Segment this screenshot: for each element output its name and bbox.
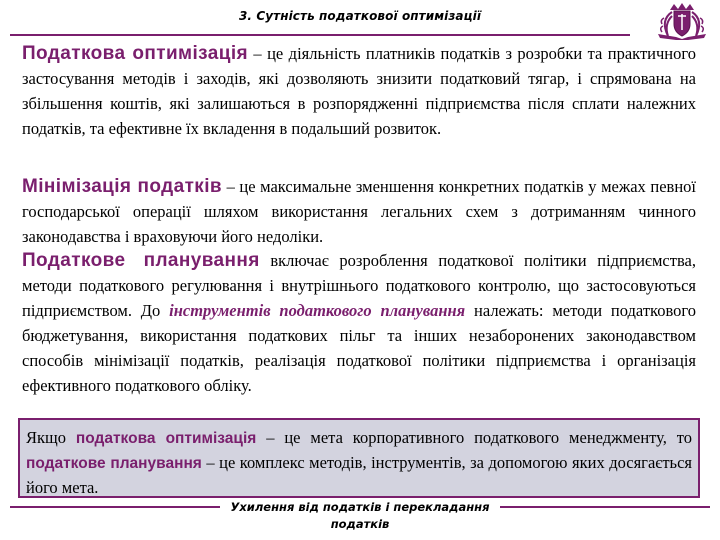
emphasis-planning-instruments: інструментів податкового планування xyxy=(169,301,466,320)
header-divider xyxy=(10,34,630,36)
summary-text: Якщо xyxy=(26,428,76,447)
summary-highlight-optimization: податкова оптимізація xyxy=(75,430,257,447)
definition-text: належать: методи податкового бюджетування, використання податкових пільг та інших незаборонених законодавством способів мінімізації податків, реалізація податкової політики підприємства і організація ефективного податкового обліку. xyxy=(22,301,697,395)
university-crest-icon xyxy=(654,2,710,40)
term-tax-optimization: Податкова оптимізація xyxy=(22,43,248,64)
footer-link-next-topic[interactable]: Ухилення від податків і перекладання податків xyxy=(230,500,490,531)
term-tax-minimization: Мінімізація податків xyxy=(22,176,222,197)
summary-highlight-planning: податкове планування xyxy=(26,455,202,472)
footer-divider-right xyxy=(500,506,710,508)
term-tax-planning: Податкове планування xyxy=(22,250,260,271)
page-title: 3. Сутність податкової оптимізації xyxy=(238,9,482,23)
definition-tax-minimization xyxy=(22,174,696,249)
definition-tax-optimization xyxy=(22,41,696,141)
footer-divider-left xyxy=(10,506,220,508)
summary-text: – це мета корпоративного податкового менеджменту, то xyxy=(256,428,692,447)
definition-text: включає розроблення податкової політики підприємства, методи податкового регулювання і внутрішнього податкового контролю, що застосовуються підприємством. До xyxy=(22,251,696,320)
definition-text: – це діяльність платників податків з розробки та практичного застосування методів і заходів, які дозволяють знизити податковий тягар, і спрямована на збільшення коштів, які залишаються в розпорядженні підприємства після сплати належних податків, та ефективне їх вкладення в подальший розвиток. xyxy=(22,44,696,138)
definition-tax-planning xyxy=(22,248,696,398)
summary-text: – це комплекс методів, інструментів, за допомогою яких досягається його мета. xyxy=(26,453,692,497)
definition-text: – це максимальне зменшення конкретних податків у межах певної господарської операції шляхом використання легальних схем з дотриманням чинного законодавства і враховуючи його недоліки. xyxy=(22,177,697,246)
summary-box xyxy=(18,418,700,498)
